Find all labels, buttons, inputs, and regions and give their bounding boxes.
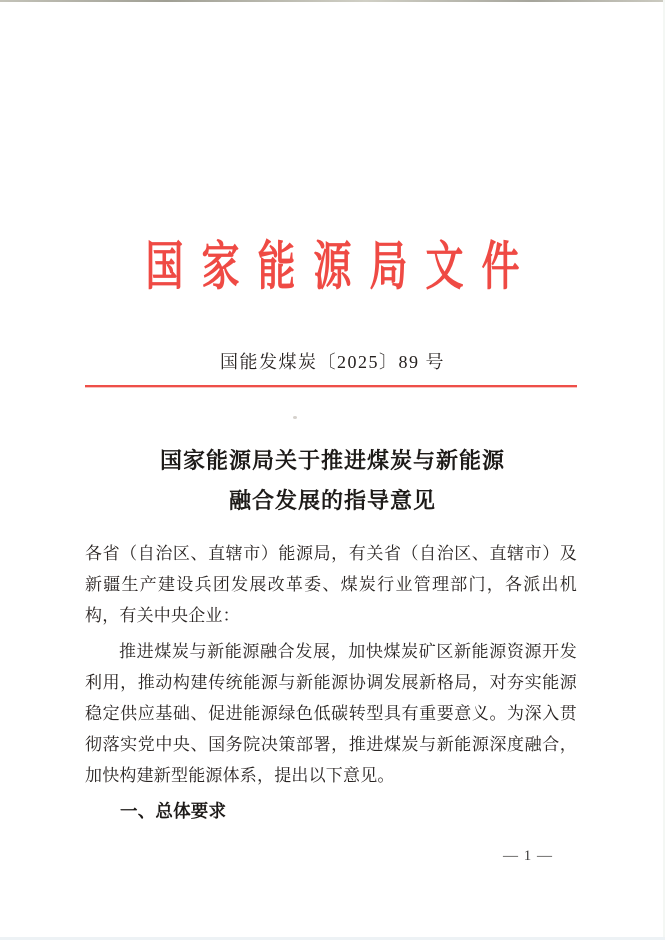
salutation-paragraph: 各省（自治区、直辖市）能源局，有关省（自治区、直辖市）及新疆生产建设兵团发展改革委、煤炭行业管理部门，各派出机构，有关中央企业：: [85, 544, 577, 625]
intro-paragraph: 推进煤炭与新能源融合发展，加快煤炭矿区新能源资源开发利用，推动构建传统能源与新能源协调发展新格局，对夯实能源稳定供应基础、促进能源绿色低碳转型具有重要意义。为深入贯彻落实党中央、国务院决策部署，推进煤炭与新能源深度融合，加快构建新型能源体系，提出以下意见。: [85, 642, 577, 785]
document-title-line1: 国家能源局关于推进煤炭与新能源: [159, 448, 505, 473]
scan-edge-top: [0, 0, 665, 2]
scan-speck-artifact: [293, 416, 297, 419]
document-title: [0, 441, 665, 521]
document-body: [85, 538, 577, 827]
letterhead-title: 国家能源局文件: [145, 238, 538, 297]
page-number: — 1 —: [503, 848, 553, 864]
document-title-line2: 融合发展的指导意见: [228, 488, 436, 513]
document-reference-number: 国能发煤炭〔2025〕89 号: [220, 352, 445, 372]
red-divider-rule: [85, 385, 577, 387]
section-1-heading: 一、总体要求: [120, 801, 227, 821]
